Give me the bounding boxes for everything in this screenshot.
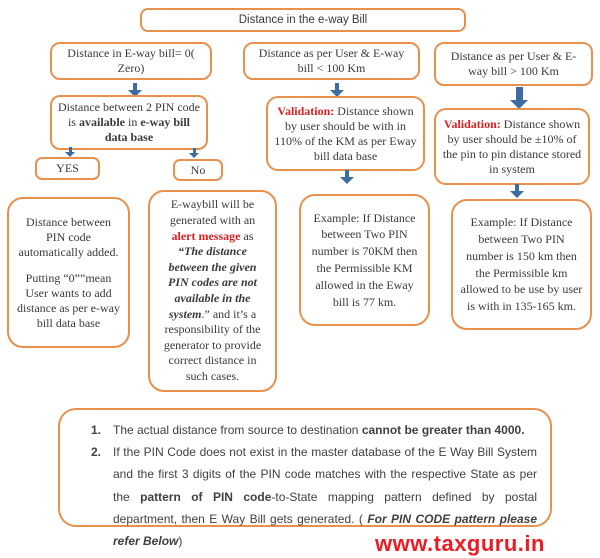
no-label: No xyxy=(190,162,206,177)
note-item xyxy=(91,419,537,441)
yes-result-node xyxy=(7,197,130,348)
no-node xyxy=(173,159,223,181)
taxguru-watermark: www.taxguru.in xyxy=(375,531,545,556)
down-arrow-icon xyxy=(340,170,354,184)
yes-label: YES xyxy=(56,161,79,175)
down-arrow-icon xyxy=(330,83,344,97)
down-arrow-icon xyxy=(510,87,528,109)
down-arrow-icon xyxy=(189,148,199,158)
over-100-condition-node xyxy=(434,42,593,86)
down-arrow-icon xyxy=(65,147,75,157)
note-number: 2. xyxy=(91,445,102,460)
yes-node xyxy=(35,157,100,180)
over-100-example-text: Example: If Distance between Two PIN number is 150 km then the Permissible km allowed to be use by user is with in 135-165 km. xyxy=(460,215,583,314)
root-title-text: Distance in the e-way Bill xyxy=(238,13,368,26)
over-100-condition-text: Distance as per User & E-way bill > 100 Km xyxy=(450,49,577,78)
under-100-validation-text: Validation: Distance shown by user should be with in 110% of the KM as per Eway bill data base xyxy=(274,103,417,163)
note-number: 1. xyxy=(91,423,102,437)
yes-result-paragraph-2: Putting “0””mean User wants to add distance as per e-way bill data base xyxy=(17,270,120,330)
root-title-node xyxy=(140,8,466,32)
note-text: The actual distance from source to destination cannot be greater than 4000. xyxy=(113,423,525,437)
over-100-validation-node xyxy=(434,108,590,185)
no-result-node xyxy=(148,190,277,392)
pin-distance-check-text: Distance between 2 PIN code is available in e-way bill data base xyxy=(58,100,200,144)
under-100-validation-node xyxy=(266,96,425,171)
pin-distance-check-node xyxy=(50,95,208,150)
down-arrow-icon xyxy=(510,184,524,198)
under-100-condition-text: Distance as per User & E-way bill < 100 Km xyxy=(258,46,405,75)
over-100-example-node xyxy=(451,199,592,330)
zero-distance-condition-node xyxy=(50,42,212,80)
under-100-condition-node xyxy=(243,42,420,80)
over-100-validation-text: Validation: Distance shown by user should be ±10% of the pin to pin distance stored in system xyxy=(442,116,582,176)
note-text: If the PIN Code does not exist in the master database of the E Way Bill System and the first 3 digits of the PIN code matches with the respective State as per the pattern of PIN code-to-State mapping pattern defined by postal department, then E Way Bill gets generated. ( For PIN CODE pattern please refer Below) xyxy=(113,445,537,548)
under-100-example-text: Example: If Distance between Two PIN number is 70KM then the Permissible KM allowed in the Eway bill is 77 km. xyxy=(311,210,418,309)
zero-distance-condition-text: Distance in E-way bill= 0( Zero) xyxy=(67,46,195,75)
no-result-text: E-waybill will be generated with an alert message as “The distance between the given PIN codes are not available in the system.” and it’s a responsibility of the generator to provide correct distance in such cases. xyxy=(163,197,262,383)
under-100-example-node xyxy=(299,194,430,326)
yes-result-paragraph-1: Distance between PIN code automatically added. xyxy=(18,214,119,259)
